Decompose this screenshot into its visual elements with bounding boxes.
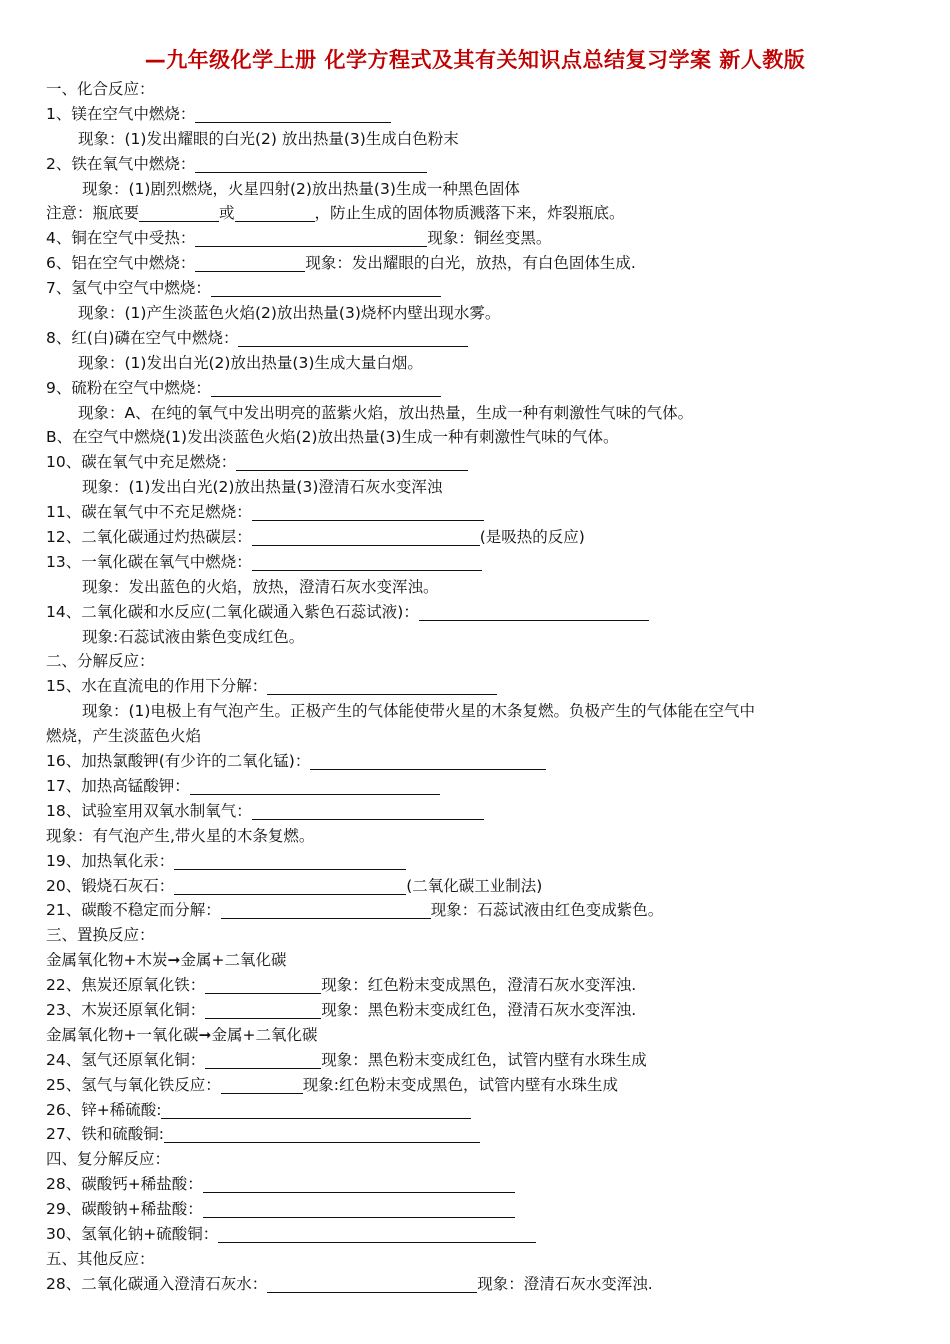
worksheet-line bbox=[0, 575, 950, 600]
line-text: 注意：瓶底要 bbox=[46, 204, 140, 223]
worksheet-line bbox=[0, 152, 950, 177]
line-text: 18、试验室用双氧水制氧气： bbox=[46, 801, 252, 820]
worksheet-line bbox=[0, 874, 950, 899]
line-text: 30、氢氧化钠+硫酸铜： bbox=[46, 1224, 219, 1243]
line-text: 现象：有气泡产生,带火星的木条复燃。 bbox=[46, 826, 315, 845]
line-text: 14、二氧化碳和水反应(二氧化碳通入紫色石蕊试液)： bbox=[46, 602, 419, 621]
answer-blank[interactable] bbox=[252, 504, 484, 521]
answer-blank[interactable] bbox=[190, 778, 440, 795]
worksheet-line bbox=[0, 674, 950, 699]
line-text: 27、铁和硫酸铜: bbox=[46, 1125, 164, 1144]
worksheet-line bbox=[0, 824, 950, 849]
line-text: 金属氧化物+一氧化碳➞金属+二氧化碳 bbox=[46, 1025, 318, 1044]
line-text: 10、碳在氧气中充足燃烧： bbox=[46, 453, 237, 472]
line-text: 1、镁在空气中燃烧： bbox=[46, 104, 196, 123]
answer-blank[interactable] bbox=[218, 1226, 536, 1243]
answer-blank[interactable] bbox=[139, 205, 219, 222]
answer-blank[interactable] bbox=[310, 753, 546, 770]
line-suffix-text: 现象：发出耀眼的白光，放热，有白色固体生成. bbox=[305, 254, 636, 273]
worksheet-line bbox=[0, 1023, 950, 1048]
line-suffix-text: 现象：石蕊试液由红色变成紫色。 bbox=[430, 901, 664, 920]
worksheet-line bbox=[0, 201, 950, 226]
worksheet-line bbox=[0, 351, 950, 376]
worksheet-line bbox=[0, 749, 950, 774]
worksheet-line bbox=[0, 948, 950, 973]
worksheet-line bbox=[0, 1147, 950, 1172]
line-text: 五、其他反应： bbox=[46, 1249, 155, 1268]
worksheet-line bbox=[0, 1272, 950, 1297]
answer-blank[interactable] bbox=[205, 1002, 321, 1019]
line-text: 28、碳酸钙+稀盐酸： bbox=[46, 1175, 203, 1194]
line-text: 现象：发出蓝色的火焰，放热，澄清石灰水变浑浊。 bbox=[82, 577, 439, 596]
answer-blank[interactable] bbox=[267, 678, 497, 695]
line-text: 现象：A、在纯的氧气中发出明亮的蓝紫火焰，放出热量，生成一种有刺激性气味的气体。 bbox=[78, 403, 694, 422]
line-text: 11、碳在氧气中不充足燃烧： bbox=[46, 503, 252, 522]
line-text: 现象:石蕊试液由紫色变成红色。 bbox=[82, 627, 305, 646]
answer-blank[interactable] bbox=[164, 1126, 480, 1143]
line-text: 20、锻烧石灰石： bbox=[46, 876, 175, 895]
answer-blank[interactable] bbox=[252, 529, 480, 546]
worksheet-line bbox=[0, 251, 950, 276]
worksheet-line bbox=[0, 1222, 950, 1247]
line-text: 三、置换反应： bbox=[46, 926, 155, 945]
worksheet-line bbox=[0, 799, 950, 824]
line-suffix-text: 现象:红色粉末变成黑色，试管内壁有水珠生成 bbox=[302, 1075, 618, 1094]
line-text: 6、铝在空气中燃烧： bbox=[46, 254, 196, 273]
line-suffix-text: 现象：黑色粉末变成红色，试管内壁有水珠生成 bbox=[321, 1050, 647, 1069]
line-suffix-text: ，防止生成的固体物质溅落下来，炸裂瓶底。 bbox=[314, 204, 625, 223]
answer-blank[interactable] bbox=[236, 454, 468, 471]
line-suffix-text: (是吸热的反应) bbox=[479, 528, 585, 547]
line-text: 17、加热高锰酸钾： bbox=[46, 776, 190, 795]
answer-blank[interactable] bbox=[174, 853, 406, 870]
line-text: 9、硫粉在空气中燃烧： bbox=[46, 378, 211, 397]
answer-blank[interactable] bbox=[238, 330, 468, 347]
line-text: 21、碳酸不稳定而分解： bbox=[46, 901, 221, 920]
worksheet-line bbox=[0, 699, 950, 724]
worksheet-line bbox=[0, 301, 950, 326]
worksheet-line bbox=[0, 127, 950, 152]
line-text: 四、复分解反应： bbox=[46, 1150, 171, 1169]
line-suffix-text: 现象：澄清石灰水变浑浊. bbox=[477, 1274, 653, 1293]
answer-blank[interactable] bbox=[221, 1077, 303, 1094]
line-text: 现象：(1)发出耀眼的白光(2) 放出热量(3)生成白色粉末 bbox=[78, 129, 459, 148]
worksheet-line bbox=[0, 649, 950, 674]
worksheet-line bbox=[0, 774, 950, 799]
line-text: 现象：(1)发出白光(2)放出热量(3)澄清石灰水变浑浊 bbox=[82, 478, 443, 497]
line-suffix-text: 现象：黑色粉末变成红色，澄清石灰水变浑浊. bbox=[321, 1000, 637, 1019]
answer-blank[interactable] bbox=[235, 205, 315, 222]
line-text: 燃烧，产生淡蓝色火焰 bbox=[46, 727, 202, 746]
line-text: B、在空气中燃烧(1)发出淡蓝色火焰(2)放出热量(3)生成一种有刺激性气味的气体。 bbox=[46, 428, 619, 447]
worksheet-line bbox=[0, 600, 950, 625]
worksheet-line bbox=[0, 401, 950, 426]
answer-blank[interactable] bbox=[205, 977, 321, 994]
line-text: 现象：(1)发出白光(2)放出热量(3)生成大量白烟。 bbox=[78, 353, 423, 372]
answer-blank[interactable] bbox=[195, 106, 391, 123]
line-text: 二、分解反应： bbox=[46, 652, 155, 671]
worksheet-line bbox=[0, 1098, 950, 1123]
line-text: 25、氢气与氧化铁反应： bbox=[46, 1075, 221, 1094]
worksheet-line bbox=[0, 425, 950, 450]
answer-blank[interactable] bbox=[205, 1052, 321, 1069]
worksheet-line bbox=[0, 1247, 950, 1272]
line-text: 7、氢气中空气中燃烧： bbox=[46, 279, 211, 298]
line-text: 26、锌+稀硫酸: bbox=[46, 1100, 162, 1119]
worksheet-line bbox=[0, 177, 950, 202]
worksheet-line bbox=[0, 550, 950, 575]
worksheet-line bbox=[0, 849, 950, 874]
worksheet-line bbox=[0, 102, 950, 127]
line-text: 29、碳酸钠+稀盐酸： bbox=[46, 1200, 203, 1219]
worksheet-line bbox=[0, 1048, 950, 1073]
line-text: 8、红(白)磷在空气中燃烧： bbox=[46, 328, 239, 347]
answer-blank[interactable] bbox=[211, 280, 441, 297]
line-text: 现象：(1)剧烈燃烧，火星四射(2)放出热量(3)生成一种黑色固体 bbox=[82, 179, 520, 198]
answer-blank[interactable] bbox=[267, 1276, 477, 1293]
worksheet-line bbox=[0, 326, 950, 351]
answer-blank[interactable] bbox=[221, 902, 431, 919]
line-suffix-text: 现象：铜丝变黑。 bbox=[427, 229, 552, 248]
answer-blank[interactable] bbox=[203, 1176, 515, 1193]
line-text: 15、水在直流电的作用下分解： bbox=[46, 677, 268, 696]
line-text: 16、加热氯酸钾(有少许的二氧化锰)： bbox=[46, 752, 311, 771]
line-text: 13、一氧化碳在氧气中燃烧： bbox=[46, 552, 252, 571]
line-text: 金属氧化物+木炭➞金属+二氧化碳 bbox=[46, 951, 287, 970]
line-text: 22、焦炭还原氧化铁： bbox=[46, 976, 206, 995]
line-suffix-text: (二氧化碳工业制法) bbox=[406, 876, 543, 895]
line-suffix-text: 现象：红色粉末变成黑色，澄清石灰水变浑浊. bbox=[321, 976, 637, 995]
line-suffix-text: 或 bbox=[219, 204, 235, 223]
worksheet-lines bbox=[0, 77, 950, 1297]
line-text: 2、铁在氧气中燃烧： bbox=[46, 154, 196, 173]
worksheet-line bbox=[0, 724, 950, 749]
worksheet-line bbox=[0, 998, 950, 1023]
answer-blank[interactable] bbox=[211, 380, 441, 397]
line-text: 24、氢气还原氧化铜： bbox=[46, 1050, 206, 1069]
document-title: —九年级化学上册 化学方程式及其有关知识点总结复习学案 新人教版 bbox=[144, 48, 806, 72]
worksheet-line bbox=[0, 475, 950, 500]
worksheet-line bbox=[0, 276, 950, 301]
answer-blank[interactable] bbox=[195, 156, 427, 173]
worksheet-line bbox=[0, 376, 950, 401]
worksheet-line bbox=[0, 1073, 950, 1098]
answer-blank[interactable] bbox=[195, 255, 305, 272]
answer-blank[interactable] bbox=[419, 604, 649, 621]
worksheet-line bbox=[0, 923, 950, 948]
line-text: 19、加热氧化汞： bbox=[46, 851, 175, 870]
answer-blank[interactable] bbox=[252, 803, 484, 820]
line-text: 4、铜在空气中受热： bbox=[46, 229, 196, 248]
worksheet-line bbox=[0, 1122, 950, 1147]
answer-blank[interactable] bbox=[174, 878, 406, 895]
line-text: 28、二氧化碳通入澄清石灰水： bbox=[46, 1274, 268, 1293]
worksheet-line bbox=[0, 77, 950, 102]
worksheet-line bbox=[0, 898, 950, 923]
line-text: 23、木炭还原氧化铜： bbox=[46, 1000, 206, 1019]
answer-blank[interactable] bbox=[195, 230, 427, 247]
line-text: 12、二氧化碳通过灼热碳层： bbox=[46, 528, 252, 547]
worksheet-line bbox=[0, 500, 950, 525]
line-text: 现象：(1)产生淡蓝色火焰(2)放出热量(3)烧杯内壁出现水雾。 bbox=[78, 304, 501, 323]
worksheet-line bbox=[0, 973, 950, 998]
line-text: 一、化合反应： bbox=[46, 80, 155, 98]
line-text: 现象：(1)电极上有气泡产生。正极产生的气体能使带火星的木条复燃。负极产生的气体能在空气中 bbox=[82, 702, 755, 721]
worksheet-line bbox=[0, 625, 950, 650]
worksheet-line bbox=[0, 226, 950, 251]
worksheet-line bbox=[0, 1197, 950, 1222]
answer-blank[interactable] bbox=[252, 554, 482, 571]
worksheet-line bbox=[0, 525, 950, 550]
answer-blank[interactable] bbox=[161, 1102, 471, 1119]
worksheet-line bbox=[0, 450, 950, 475]
answer-blank[interactable] bbox=[203, 1201, 515, 1218]
worksheet-line bbox=[0, 1172, 950, 1197]
